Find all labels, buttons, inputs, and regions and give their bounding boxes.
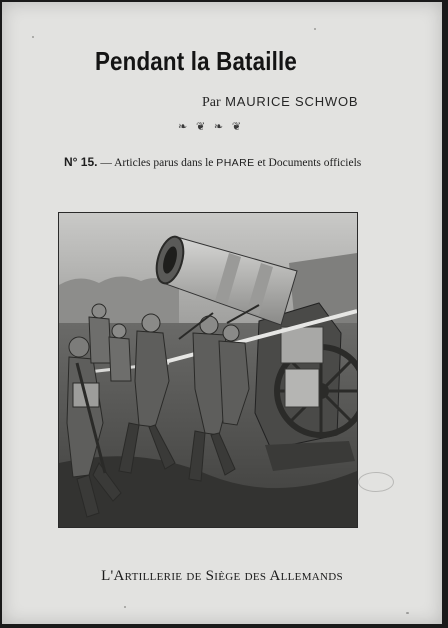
illustration-drawing xyxy=(59,213,357,527)
issue-source: PHARE xyxy=(216,157,255,169)
pamphlet-cover xyxy=(2,2,442,624)
author-line xyxy=(202,94,358,111)
illustration-caption: L'Artillerie de Siège des Allemands xyxy=(101,568,343,584)
paper-speck xyxy=(32,36,34,38)
paper-speck xyxy=(406,612,409,614)
author-prefix: Par xyxy=(202,95,221,110)
ornament-divider: ❧ ❦ ❧ ❦ xyxy=(178,121,245,133)
paper-speck xyxy=(314,28,316,30)
issue-number: N° 15. xyxy=(64,155,98,169)
issue-text-after: et Documents officiels xyxy=(257,157,362,169)
cover-title: Pendant la Bataille xyxy=(94,46,298,76)
issue-text-before: — Articles parus dans le xyxy=(100,157,214,169)
paper-stain xyxy=(358,472,394,492)
siege-howitzer-illustration xyxy=(58,212,358,528)
paper-speck xyxy=(124,606,126,608)
author-name: MAURICE SCHWOB xyxy=(225,94,359,109)
recoil-housing xyxy=(281,327,323,363)
ammunition-box xyxy=(285,369,319,407)
issue-line xyxy=(64,155,361,169)
